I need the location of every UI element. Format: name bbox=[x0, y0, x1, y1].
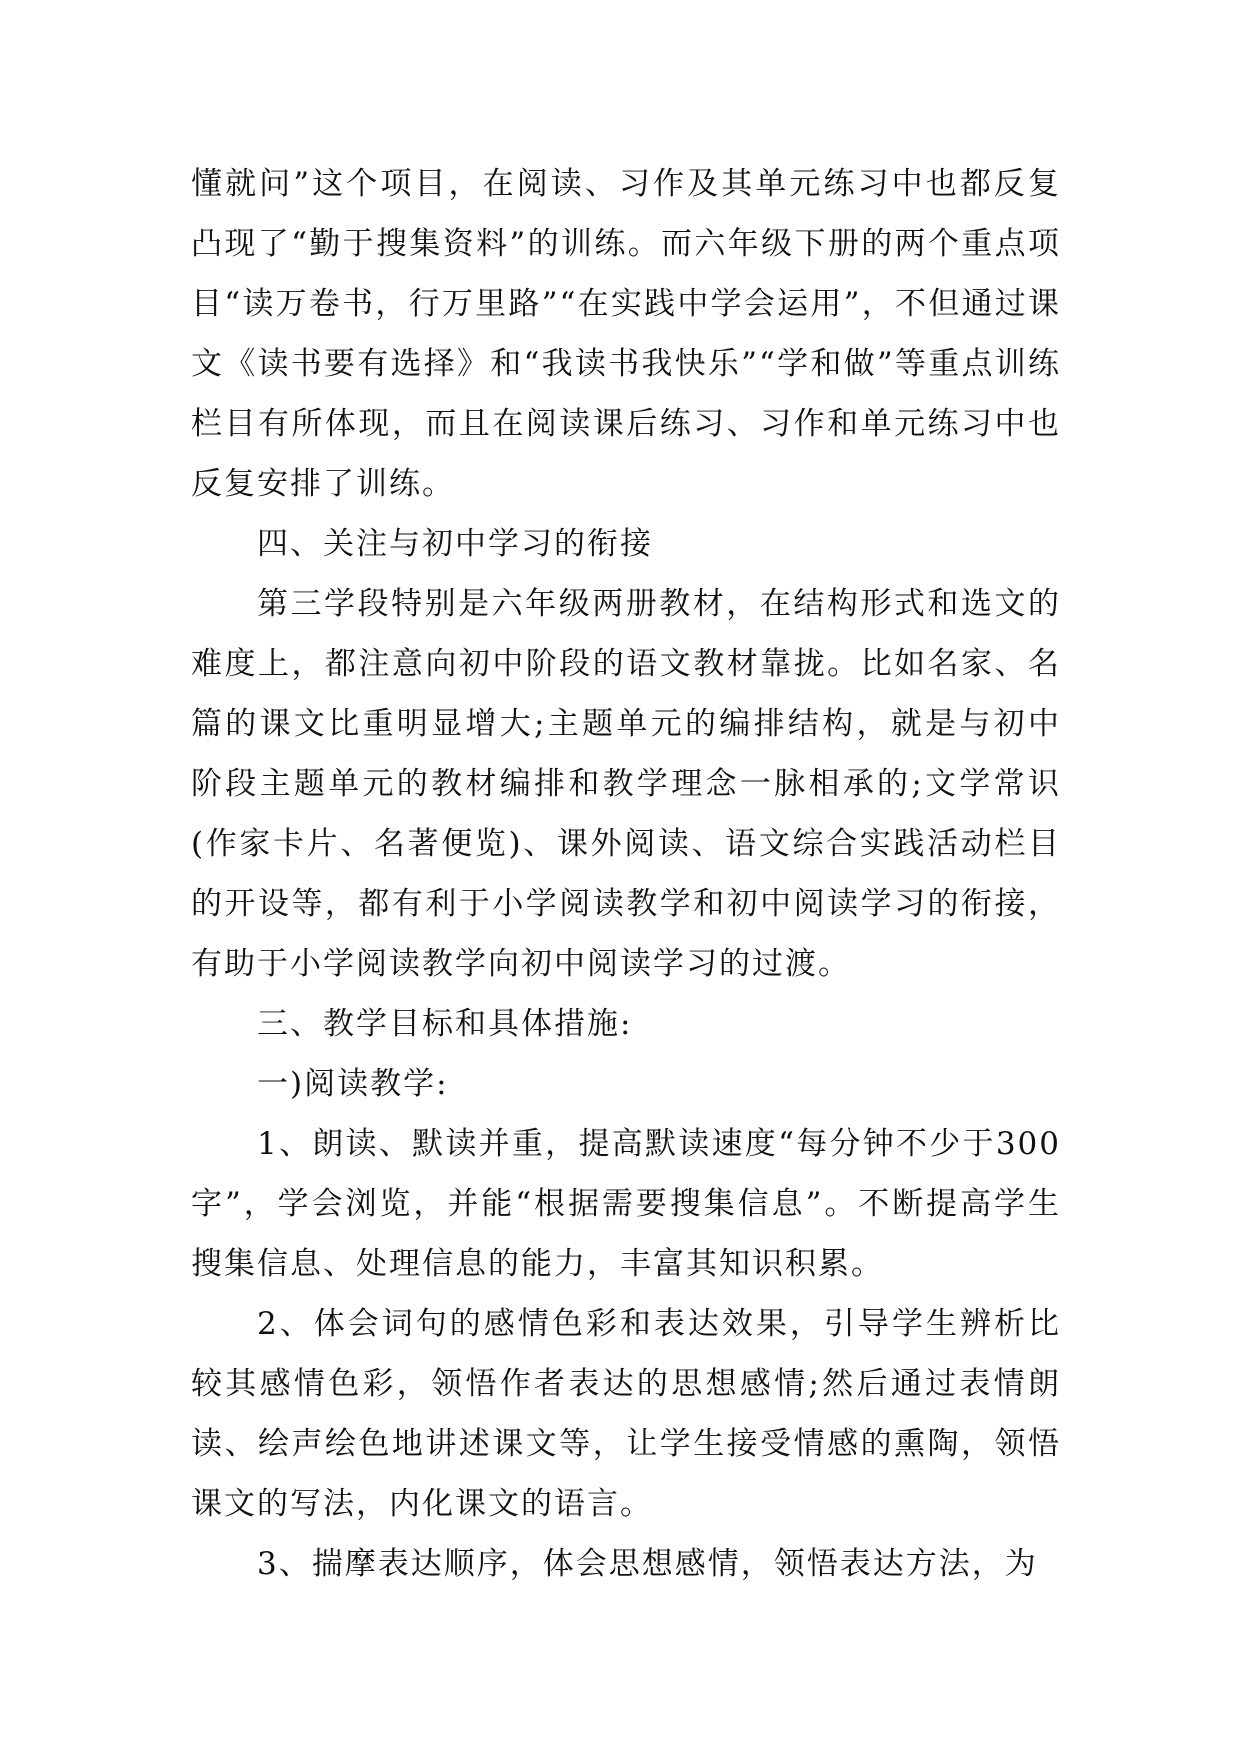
subsection-heading-1: 一)阅读教学: bbox=[257, 1066, 449, 1102]
paragraph-1: 懂就问”这个项目，在阅读、习作及其单元练习中也都反复凸现了“勤于搜集资料”的训练。而六年级下册的两个重点项目“读万卷书，行万里路”“在实践中学会运用”，不但通过课文《读书要有选择》和“我读书我快乐”“学和做”等重点训练栏目有所体现，而且在阅读课后练习、习作和单元练习中也反复安排了训练。 bbox=[191, 166, 1061, 502]
section-heading-3: 三、教学目标和具体措施: bbox=[257, 1006, 633, 1042]
paragraph-2: 第三学段特别是六年级两册教材，在结构形式和选文的难度上，都注意向初中阶段的语文教材靠拢。比如名家、名篇的课文比重明显增大;主题单元的编排结构，就是与初中阶段主题单元的教材编排和教学理念一脉相承的;文学常识(作家卡片、名著便览)、课外阅读、语文综合实践活动栏目的开设等，都有利于小学阅读教学和初中阅读学习的衔接，有助于小学阅读教学向初中阅读学习的过渡。 bbox=[191, 586, 1061, 982]
document-body bbox=[191, 154, 1061, 1594]
section-heading-4: 四、关注与初中学习的衔接 bbox=[257, 526, 653, 562]
list-item-3: 3、揣摩表达顺序，体会思想感情，领悟表达方法，为 bbox=[257, 1546, 1038, 1582]
list-item-2: 2、体会词句的感情色彩和表达效果，引导学生辨析比较其感情色彩，领悟作者表达的思想感情;然后通过表情朗读、绘声绘色地讲述课文等，让学生接受情感的熏陶，领悟课文的写法，内化课文的语言。 bbox=[191, 1306, 1061, 1522]
list-item-1: 1、朗读、默读并重，提高默读速度“每分钟不少于300字”，学会浏览，并能“根据需要搜集信息”。不断提高学生搜集信息、处理信息的能力，丰富其知识积累。 bbox=[191, 1126, 1061, 1282]
